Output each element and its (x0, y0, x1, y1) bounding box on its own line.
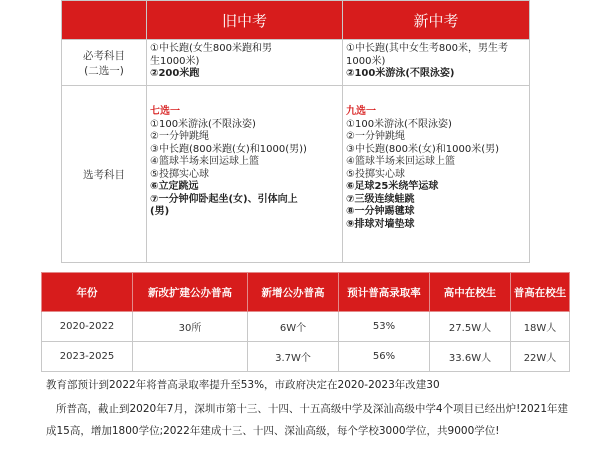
list-item: ①中长跑(其中女生考800米，男生考 (346, 43, 508, 54)
col-header-admission-rate: 预计普高录取率 (339, 273, 430, 312)
list-item: ②一分钟跳绳 (150, 131, 209, 142)
col-header-high-school-students: 高中在校生 (430, 273, 511, 312)
table-cell: 27.5W人 (430, 312, 511, 342)
table-cell: 6W个 (248, 312, 339, 342)
col-header-new-schools: 新改扩建公办普高 (133, 273, 248, 312)
list-item: ⑥足球25米绕竿运球 (346, 181, 439, 192)
list-item: 1000米) (346, 55, 386, 67)
list-item: ①100米游泳(不限泳姿) (150, 118, 256, 130)
col-header-general-high-students: 普高在校生 (511, 273, 570, 312)
list-item: (男) (150, 206, 170, 217)
list-item: ①100米游泳(不限泳姿) (346, 118, 452, 130)
paragraph-intro: 教育部预计到2022年将普高录取率提升至53%，市政府决定在2020-2023年改建30 (46, 379, 440, 391)
table-cell: 3.7W个 (248, 342, 339, 372)
required-label (62, 40, 147, 86)
header-new-exam: 新中考 (343, 1, 530, 40)
elective-label: 选考科目 (62, 86, 147, 263)
old-required-cell (147, 40, 343, 86)
list-item: ⑦三级连续蛙跳 (346, 193, 415, 205)
list-item: 生1000米) (150, 55, 200, 67)
new-elective-title: 九选一 (346, 106, 376, 117)
list-item: ④篮球半场来回运球上篮 (346, 156, 455, 167)
paragraph-line: 成15高，增加1800学位;2022年建成十三、十四、深汕高级，每个学校3000学位，共9000学位! (46, 425, 500, 437)
paragraph-line: 所普高，截止到2020年7月，深圳市第十三、十四、十五高级中学及深汕高级中学4个项目已经出炉!2021年建 (56, 403, 569, 415)
table-cell: 30所 (133, 312, 248, 342)
list-item: ①中长跑(女生800米跑和男 (150, 43, 272, 54)
col-header-year: 年份 (42, 273, 133, 312)
new-elective-cell (343, 86, 530, 263)
list-item: ②一分钟跳绳 (346, 131, 405, 142)
table-cell: 2023-2025 (42, 342, 133, 372)
list-item: ②100米游泳(不限泳姿) (346, 68, 455, 79)
list-item: ⑧一分钟踢毽球 (346, 206, 415, 217)
table-cell: 56% (339, 342, 430, 372)
list-item: ②200米跑 (150, 68, 200, 79)
table-cell: 33.6W人 (430, 342, 511, 372)
list-item: ④篮球半场来回运球上篮 (150, 156, 259, 167)
list-item: ⑥立定跳远 (150, 181, 199, 192)
list-item: ⑨排球对墙垫球 (346, 218, 415, 230)
old-elective-cell (147, 86, 343, 263)
paragraph-detail (46, 398, 591, 442)
elective-row (62, 86, 530, 263)
required-row (62, 40, 530, 86)
table-row (42, 312, 570, 342)
table-header-row (62, 1, 530, 40)
table-cell: 22W人 (511, 342, 570, 372)
list-item: ⑤投掷实心球 (150, 168, 209, 180)
table-cell: 53% (339, 312, 430, 342)
exam-comparison-table (61, 0, 530, 263)
table-cell: 2020-2022 (42, 312, 133, 342)
table-cell (133, 342, 248, 372)
list-item: ③中长跑(800米跑(女)和1000(男)) (150, 143, 307, 155)
table-cell: 18W人 (511, 312, 570, 342)
school-expansion-table (41, 272, 570, 372)
old-elective-title: 七选一 (150, 106, 180, 117)
list-item: ⑦一分钟仰卧起坐(女)、引体向上 (150, 193, 298, 205)
header-blank (62, 1, 147, 40)
table-header-row (42, 273, 570, 312)
table-row (42, 342, 570, 372)
list-item: ⑤投掷实心球 (346, 168, 405, 180)
required-label-line: 必考科目 (83, 49, 125, 62)
required-label-note: (二选一) (84, 64, 124, 77)
header-old-exam: 旧中考 (147, 1, 343, 40)
new-required-cell (343, 40, 530, 86)
col-header-new-seats: 新增公办普高 (248, 273, 339, 312)
list-item: ③中长跑(800米(女)和1000米(男) (346, 143, 500, 155)
